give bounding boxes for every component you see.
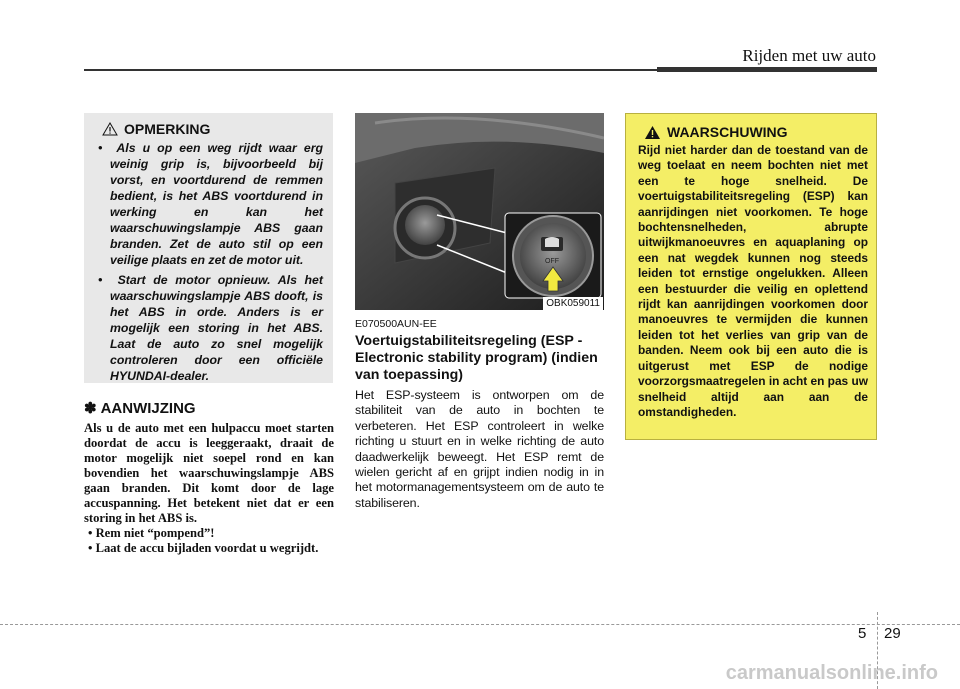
warning-triangle-icon — [644, 125, 661, 140]
note-item: • Start de motor opnieuw. Als het waarschuwingslampje ABS dooft, is het ABS in orde. Anders is er mogelijk een storing in het ABS. Laat de auto zo snel mogelijk controleren door een officiële HYUNDAI-dealer. — [98, 273, 323, 383]
hint-body: Als u de auto met een hulpaccu moet starten doordat de accu is leeggeraakt, draait de motor mogelijk niet soepel rond en kan bovendien het waarschuwingslampje ABS gaan branden. Dit komt door de lage accuspanning. Het betekent niet dat er een storing in het ABS is. — [84, 421, 334, 525]
note-title: OPMERKING — [124, 121, 211, 137]
hint-star-icon: ✽ — [84, 400, 97, 417]
hint-section — [84, 399, 334, 556]
photo-reference-code: OBK059011 — [543, 297, 603, 310]
header-rule-accent — [657, 67, 877, 72]
hint-item: • Rem niet “pompend”! — [88, 526, 215, 540]
hint-item: • Laat de accu bijladen voordat u wegrijdt. — [88, 541, 319, 555]
section-title: Voertuigstabiliteitsregeling (ESP - Electronic stability program) (indien van toepassing) — [355, 333, 598, 383]
chapter-number: 5 — [858, 625, 867, 642]
hint-list — [84, 526, 334, 556]
warning-heading — [644, 124, 868, 140]
footer-rule — [0, 624, 960, 625]
note-heading — [102, 121, 323, 137]
warning-title: WAARSCHUWING — [667, 124, 788, 140]
hint-title: AANWIJZING — [100, 399, 196, 417]
note-item: • Als u op een weg rijdt waar erg weinig grip is, bijvoorbeeld bij vorst, en voortdurend de remmen bedient, is het ABS voortdurend in werking en kan het waarschuwingslampje ABS gaan branden. Zet de auto stil op een veilige plaats en zet de motor uit. — [98, 141, 323, 267]
hint-heading — [84, 399, 334, 417]
warning-body: Rijd niet harder dan de toestand van de weg toelaat en neem bochten niet met een te hoge snelheid. De voertuigstabiliteitsregeling (ESP) kan aanrijdingen niet voorkomen. Te hoge bochtensnelheden, abrupte uitwijkmanoeuvres en aquaplaning op een nat wegdek kunnen nog steeds leiden tot ernstige ongelukken. Alleen een bestuurder die veilig en oplettend rijdt kan aanrijdingen voorkomen door manoeuvres te vermijden die kunnen leiden tot het verlies van grip van de banden. Neem ook bij een auto die is uitgerust met ESP de nodige voorzorgsmaatregelen in acht en pas uw snelheid altijd aan aan de omstandigheden. — [638, 143, 868, 419]
note-list — [94, 140, 323, 384]
esp-button-photo — [355, 113, 604, 310]
note-box — [84, 113, 333, 383]
watermark: carmanualsonline.info — [725, 662, 938, 684]
section-body: Het ESP-systeem is ontworpen om de stabiliteit van de auto in bochten te verbeteren. Het ESP controleert in welke richting u stuurt en in welke richting de auto daadwerkelijk beweegt. Het ESP remt de wielen gericht af en grijpt indien nodig in in het motormanagementsysteem om de auto te stabiliseren. — [355, 388, 604, 510]
dashboard-illustration — [355, 113, 604, 310]
page-number: 29 — [884, 625, 901, 642]
page-header-title: Rijden met uw auto — [742, 46, 876, 65]
caution-triangle-icon — [102, 122, 118, 136]
warning-box — [625, 113, 877, 440]
section-code: E070500AUN-EE — [355, 318, 437, 330]
esp-off-label: OFF — [545, 258, 559, 265]
